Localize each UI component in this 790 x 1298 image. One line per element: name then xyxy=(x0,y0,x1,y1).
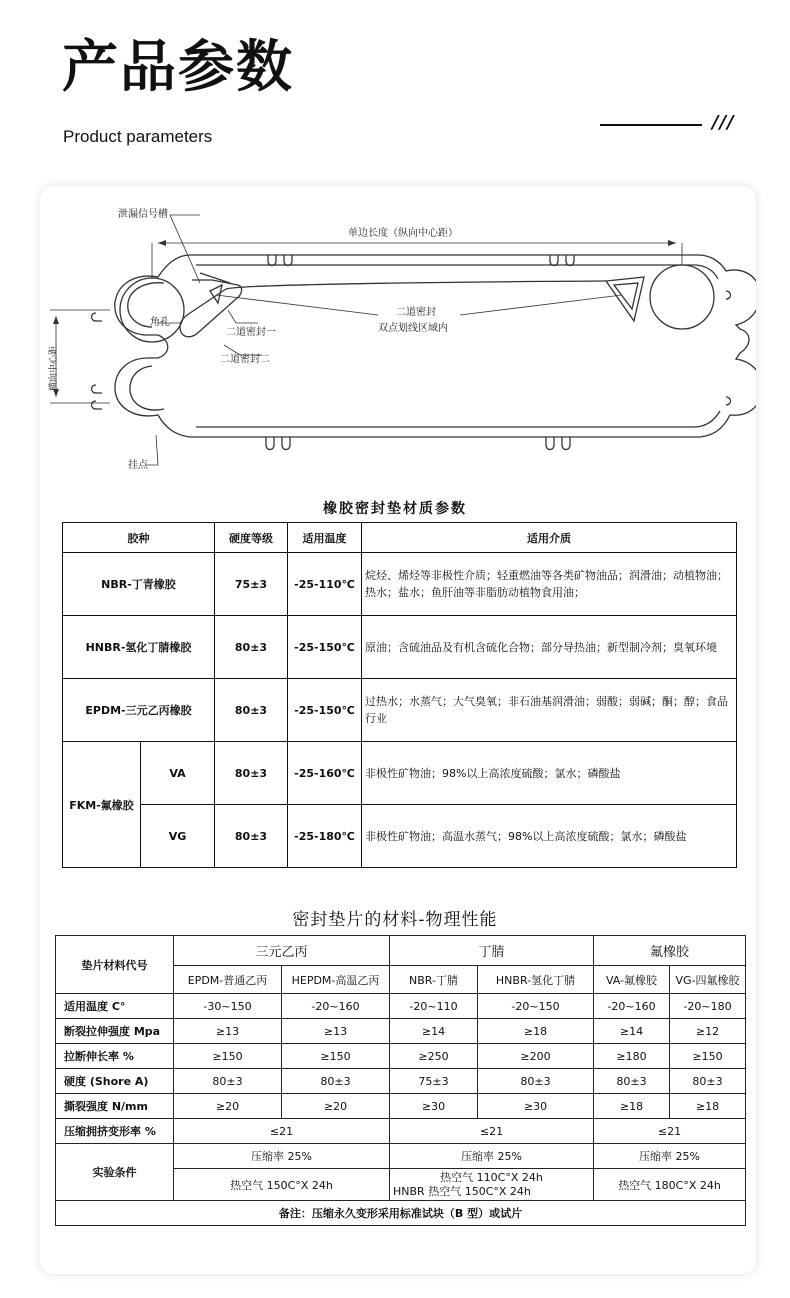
cell-value: ≥180 xyxy=(594,1044,670,1069)
cell-value: ≥13 xyxy=(282,1019,390,1044)
row-label: 撕裂强度 N/mm xyxy=(56,1094,174,1119)
table-row xyxy=(56,994,746,1019)
right-inner-seal xyxy=(226,281,606,289)
cell-value: ≤21 xyxy=(174,1119,390,1144)
physical-property-table xyxy=(55,935,746,1226)
table-row xyxy=(63,742,737,805)
cell-value: 压缩率 25% xyxy=(390,1144,594,1169)
cell-value: ≥30 xyxy=(390,1094,478,1119)
row-label: 断裂拉伸强度 Mpa xyxy=(56,1019,174,1044)
cell-value: -20~160 xyxy=(594,994,670,1019)
page-subtitle: Product parameters xyxy=(63,127,213,146)
header-hardness: 硬度等级 xyxy=(215,523,288,553)
material-name: EPDM-普通乙丙 xyxy=(174,966,282,994)
cell-value: 热空气 150C°X 24h xyxy=(174,1169,390,1201)
page-title: 产品参数 xyxy=(62,35,294,100)
cell-value: 80±3 xyxy=(478,1069,594,1094)
rubber-subtype: VG xyxy=(141,805,215,868)
lateral-label: 横向中心距 xyxy=(49,345,59,391)
material-name: VG-四氟橡胶 xyxy=(670,966,746,994)
leak-slot-label: 泄漏信号槽 xyxy=(118,209,168,220)
cell-value: 80±3 xyxy=(594,1069,670,1094)
cell-value: 80±3 xyxy=(174,1069,282,1094)
table-row xyxy=(56,1019,746,1044)
cell-value: ≥18 xyxy=(478,1019,594,1044)
temperature-value: -25-150℃ xyxy=(288,679,362,742)
cell-value: 压缩率 25% xyxy=(594,1144,746,1169)
row-label: 压缩拥挤变形率 % xyxy=(56,1119,174,1144)
table-row xyxy=(63,805,737,868)
cell-value: ≥14 xyxy=(390,1019,478,1044)
row-label: 适用温度 C° xyxy=(56,994,174,1019)
cell-value: ≥150 xyxy=(670,1044,746,1069)
cell-value: 80±3 xyxy=(670,1069,746,1094)
material-code-label: 垫片材料代号 xyxy=(56,936,174,994)
temperature-value: -25-160℃ xyxy=(288,742,362,805)
cell-line: HNBR 热空气 150C°X 24h xyxy=(393,1184,531,1198)
cell-value: -20~150 xyxy=(478,994,594,1019)
header-rubber-type: 胶种 xyxy=(63,523,215,553)
right-triangle-seal xyxy=(606,277,644,321)
cell-value: 75±3 xyxy=(390,1069,478,1094)
cell-value: ≥30 xyxy=(478,1094,594,1119)
material-name: HEPDM-高温乙丙 xyxy=(282,966,390,994)
side-length-label: 单边长度（纵向中心距） xyxy=(348,228,458,239)
table-row xyxy=(63,679,737,742)
table-note: 备注：压缩永久变形采用标准试块（B 型）或试片 xyxy=(56,1201,746,1226)
cell-value: 压缩率 25% xyxy=(174,1144,390,1169)
right-port-circle xyxy=(650,265,714,329)
gasket-inner-line xyxy=(128,265,720,427)
rubber-name: EPDM-三元乙丙橡胶 xyxy=(63,679,215,742)
cell-value: ≥14 xyxy=(594,1019,670,1044)
cell-value: ≥250 xyxy=(390,1044,478,1069)
cell-value: ≥13 xyxy=(174,1019,282,1044)
hardness-value: 80±3 xyxy=(215,742,288,805)
left-triangle-seal xyxy=(210,285,222,303)
cell-value: ≥20 xyxy=(282,1094,390,1119)
temperature-value: -25-180℃ xyxy=(288,805,362,868)
hardness-value: 80±3 xyxy=(215,616,288,679)
dual-point-label: 双点划线区域内 xyxy=(378,323,448,334)
hardness-value: 80±3 xyxy=(215,679,288,742)
cell-value: 热空气 180C°X 24h xyxy=(594,1169,746,1201)
cell-value: 80±3 xyxy=(282,1069,390,1094)
material-name: NBR-丁腈 xyxy=(390,966,478,994)
cell-value: ≥200 xyxy=(478,1044,594,1069)
rubber-subtype: VA xyxy=(141,742,215,805)
table-row xyxy=(56,1044,746,1069)
cell-value: -20~110 xyxy=(390,994,478,1019)
test-condition-label: 实验条件 xyxy=(56,1144,174,1201)
side-length-dimension xyxy=(152,243,682,279)
arrowhead xyxy=(53,240,676,397)
rubber-name: FKM-氟橡胶 xyxy=(63,742,141,868)
gasket-diagram xyxy=(40,195,756,480)
group-fkm: 氟橡胶 xyxy=(594,936,746,966)
compression-row xyxy=(56,1119,746,1144)
group-header-row xyxy=(56,936,746,966)
cell-value: ≤21 xyxy=(390,1119,594,1144)
hardness-value: 80±3 xyxy=(215,805,288,868)
table-row xyxy=(63,616,737,679)
header-temperature: 适用温度 xyxy=(288,523,362,553)
test-rate-row xyxy=(56,1144,746,1169)
cell-value: ≥20 xyxy=(174,1094,282,1119)
temperature-value: -25-150℃ xyxy=(288,616,362,679)
medium-value: 非极性矿物油；98%以上高浓度硫酸；氯水；磷酸盐 xyxy=(362,742,737,805)
cell-value: ≥150 xyxy=(174,1044,282,1069)
medium-value: 原油；含硫油品及有机含硫化合物；部分导热油；新型制冷剂；臭氧环境 xyxy=(362,616,737,679)
note-row xyxy=(56,1201,746,1226)
cell-value: ≤21 xyxy=(594,1119,746,1144)
medium-value: 过热水；水蒸气；大气臭氧；非石油基润滑油；弱酸；弱碱；酮；醇；食品行业 xyxy=(362,679,737,742)
cell-value: ≥18 xyxy=(670,1094,746,1119)
left-port-circle xyxy=(120,278,184,342)
hang-point-label: 挂点 xyxy=(128,460,148,471)
medium-value: 非极性矿物油；高温水蒸气；98%以上高浓度硫酸；氯水；磷酸盐 xyxy=(362,805,737,868)
cell-value: ≥18 xyxy=(594,1094,670,1119)
group-nbr: 丁腈 xyxy=(390,936,594,966)
header-medium: 适用介质 xyxy=(362,523,737,553)
cell-value-multiline xyxy=(390,1169,594,1201)
hardness-value: 75±3 xyxy=(215,553,288,616)
table-row xyxy=(63,553,737,616)
secondary-seal-label: 二道密封 xyxy=(396,307,436,318)
top-clips xyxy=(268,255,574,266)
table-row xyxy=(56,1069,746,1094)
group-epdm: 三元乙丙 xyxy=(174,936,390,966)
row-label: 硬度 (Shore A) xyxy=(56,1069,174,1094)
material-name: VA-氟橡胶 xyxy=(594,966,670,994)
cell-line: 热空气 110C°X 24h xyxy=(440,1170,543,1184)
rubber-name: NBR-丁青橡胶 xyxy=(63,553,215,616)
seal-two-label: 二道密封二 xyxy=(220,354,270,365)
rubber-table-title: 橡胶密封垫材质参数 xyxy=(323,501,467,517)
cell-value: -20~180 xyxy=(670,994,746,1019)
decorative-line xyxy=(600,124,702,126)
rubber-material-table xyxy=(62,522,737,868)
port-label: 角孔 xyxy=(150,317,170,328)
table-header-row xyxy=(63,523,737,553)
rubber-name: HNBR-氢化丁腈橡胶 xyxy=(63,616,215,679)
material-name: HNBR-氢化丁腈 xyxy=(478,966,594,994)
row-label: 拉断伸长率 % xyxy=(56,1044,174,1069)
temperature-value: -25-110℃ xyxy=(288,553,362,616)
table-row xyxy=(56,1094,746,1119)
bottom-clips xyxy=(266,437,570,450)
seal-one-label: 二道密封一 xyxy=(226,327,276,338)
physical-table-title: 密封垫片的材料-物理性能 xyxy=(292,910,498,930)
lateral-dimension xyxy=(50,310,110,403)
cell-value: -20~160 xyxy=(282,994,390,1019)
medium-value: 烷烃、烯烃等非极性介质；轻重燃油等各类矿物油品；润滑油；动植物油；热水；盐水；鱼肝油等非脂肪动植物食用油； xyxy=(362,553,737,616)
decorative-slashes: /// xyxy=(712,112,735,133)
cell-value: ≥150 xyxy=(282,1044,390,1069)
cell-value: ≥12 xyxy=(670,1019,746,1044)
cell-value: -30~150 xyxy=(174,994,282,1019)
